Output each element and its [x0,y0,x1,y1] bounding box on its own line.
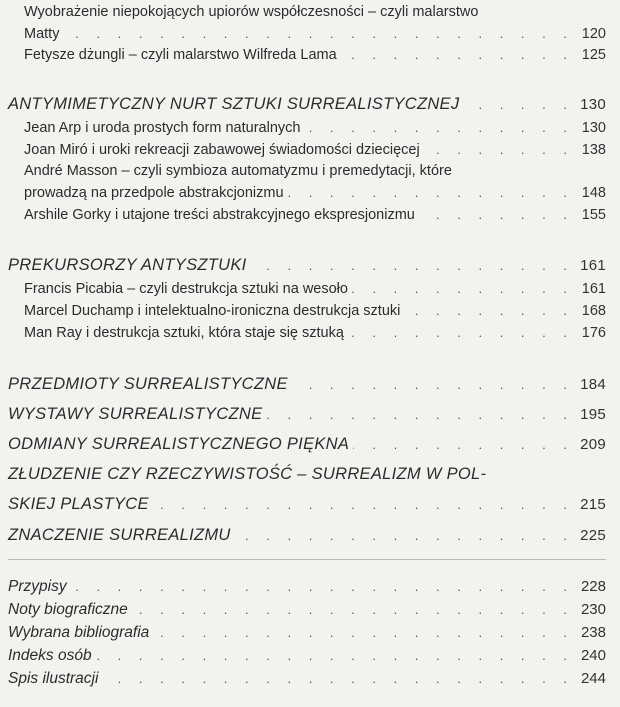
leader-dots [235,528,574,543]
page-number: 215 [580,496,606,513]
leader-dots [266,407,574,422]
back-matter-title: Noty biograficzne [8,601,128,618]
leader-dots [96,648,574,663]
toc-entry[interactable] [24,207,606,223]
section-title: ANTYMIMETYCZNY NURT SZTUKI SURREALISTYCZNEJ [8,95,460,113]
page-number: 161 [581,281,606,297]
toc-section-heading[interactable] [8,256,606,275]
leader-dots [71,579,574,594]
leader-dots [404,303,574,318]
back-matter-title: Indeks osób [8,647,92,664]
leader-dots [102,671,574,686]
leader-dots [341,47,574,62]
page-number: 238 [580,624,606,641]
toc-entry-text: Marcel Duchamp i intelektualno-ironiczna destrukcja sztuki [24,303,401,319]
leader-dots [153,625,574,640]
toc-entry-text: André Masson – czyli symbioza automatyzmu i premedytacji, które [24,163,452,179]
section-title: WYSTAWY SURREALISTYCZNE [8,405,263,423]
page-number: 209 [580,436,606,453]
page-number: 225 [580,527,606,544]
toc-section-heading[interactable] [8,435,606,454]
back-matter-title: Spis ilustracji [8,670,99,687]
toc-entry[interactable] [24,47,606,63]
toc-entry-text: Jean Arp i uroda prostych form naturalnych [24,120,301,136]
toc-back-matter-entry[interactable] [8,578,606,596]
toc-entry[interactable] [24,325,606,341]
leader-dots [63,26,574,41]
toc-entry-continued-line [24,163,606,179]
section-title: PREKURSORZY ANTYSZTUKI [8,256,247,274]
leader-dots [153,497,574,512]
toc-entry[interactable] [24,185,606,201]
leader-dots [463,97,574,112]
page-number: 130 [580,96,606,113]
leader-dots [353,437,574,452]
section-title: SKIEJ PLASTYCE [8,495,149,513]
leader-dots [288,185,574,200]
page-number: 130 [581,120,606,136]
leader-dots [292,377,574,392]
page-number: 138 [581,142,606,158]
toc-entry-continued-line [24,4,606,20]
page-number: 184 [580,376,606,393]
toc-entry-text: Arshile Gorky i utajone treści abstrakcyjnego ekspresjonizmu [24,207,415,223]
leader-dots [132,602,574,617]
page-number: 155 [581,207,606,223]
toc-entry-text: Man Ray i destrukcja sztuki, która staje się sztuką [24,325,344,341]
section-title: ZNACZENIE SURREALIZMU [8,526,231,544]
page-number: 148 [581,185,606,201]
leader-dots [424,142,574,157]
toc-section-heading-continued-line [8,465,606,484]
page-number: 240 [580,647,606,664]
section-title: ZŁUDZENIE CZY RZECZYWISTOŚĆ – SURREALIZM W POL- [8,465,487,483]
page-number: 161 [580,257,606,274]
toc-entry-text: Fetysze dżungli – czyli malarstwo Wilfreda Lama [24,47,337,63]
leader-dots [304,120,574,135]
page-number: 125 [581,47,606,63]
toc-entry[interactable] [24,281,606,297]
page-number: 176 [581,325,606,341]
toc-back-matter-entry[interactable] [8,601,606,619]
toc-section-heading[interactable] [8,375,606,394]
toc-section-heading[interactable] [8,526,606,545]
toc-entry-text: Francis Picabia – czyli destrukcja sztuki na wesoło [24,281,348,297]
section-title: PRZEDMIOTY SURREALISTYCZNE [8,375,288,393]
toc-back-matter-entry[interactable] [8,647,606,665]
page-number: 230 [580,601,606,618]
leader-dots [352,281,574,296]
page-number: 168 [581,303,606,319]
toc-entry[interactable] [24,120,606,136]
toc-entry-text: Wyobrażenie niepokojących upiorów współczesności – czyli malarstwo [24,4,479,20]
toc-entry-text: prowadzą na przedpole abstrakcjonizmu [24,185,284,201]
leader-dots [419,207,574,222]
page-number: 120 [581,26,606,42]
leader-dots [251,258,574,273]
toc-back-matter-entry[interactable] [8,624,606,642]
back-matter-title: Wybrana bibliografia [8,624,150,641]
page-number: 228 [580,578,606,595]
toc-back-matter-entry[interactable] [8,670,606,688]
toc-entry-text: Matty [24,26,60,42]
leader-dots [348,325,574,340]
toc-entry-text: Joan Miró i uroki rekreacji zabawowej świadomości dziecięcej [24,142,420,158]
divider [8,559,606,560]
toc-section-heading[interactable] [8,495,606,514]
toc-section-heading[interactable] [8,405,606,424]
toc-entry[interactable] [24,142,606,158]
toc-entry[interactable] [24,303,606,319]
page-number: 244 [580,670,606,687]
back-matter-title: Przypisy [8,578,67,595]
section-title: ODMIANY SURREALISTYCZNEGO PIĘKNA [8,435,350,453]
toc-section-heading[interactable] [8,95,606,114]
page-number: 195 [580,406,606,423]
toc-entry[interactable] [24,26,606,42]
